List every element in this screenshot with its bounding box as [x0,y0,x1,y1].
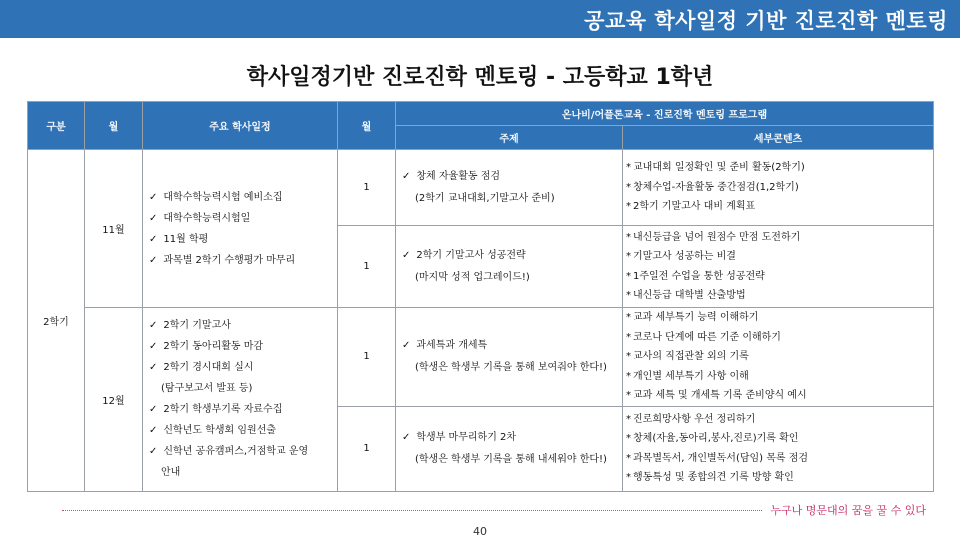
detail-item [626,386,933,406]
event-item [149,441,337,462]
check-icon: ✓ [149,254,158,266]
schedule-table [27,101,934,492]
check-icon: ✓ [149,446,158,458]
detail-item [626,308,933,328]
theme-subtitle: (마지막 성적 업그레이드!) [415,271,530,283]
session-number: 1 [338,406,396,491]
detail-item [626,468,933,488]
detail-item [626,267,933,287]
header-events: 주요 학사일정 [143,102,338,150]
detail-list [623,228,933,306]
asterisk-icon: * [626,351,631,362]
asterisk-icon: * [626,290,631,301]
event-text: 과목별 2학기 수행평가 마무리 [163,254,296,266]
table-row [28,308,934,407]
asterisk-icon: * [626,231,631,243]
event-list [143,187,337,271]
event-text: 2학기 동아리활동 마감 [163,341,264,353]
detail-text: 창체수업-자율활동 중간점검(1,2학기) [633,181,799,193]
theme-cell [396,226,623,308]
month-cell: 11월 [85,150,143,308]
theme-cell [396,308,623,407]
event-item [149,462,337,483]
detail-text: 1주일전 수업을 통한 성공전략 [633,270,765,282]
event-item [149,315,337,336]
detail-item [626,429,933,449]
event-text: 신학년 공유캠퍼스,거점학교 운영 [163,446,309,458]
event-text: 안내 [161,467,181,479]
session-number: 1 [338,150,396,226]
header-month: 월 [85,102,143,150]
details-cell [623,150,934,226]
header-title: 공교육 학사일정 기반 진로진학 멘토링 [584,9,948,33]
theme-title [396,335,622,357]
detail-text: 교과 세부특기 능력 이해하기 [633,312,759,323]
event-text: 신학년도 학생회 임원선출 [163,425,277,437]
event-list [143,315,337,483]
detail-item [626,410,933,430]
event-text: 2학기 기말고사 [163,320,231,332]
event-text: 2학기 학생부기록 자료수집 [163,404,283,416]
detail-text: 내신등급을 넘어 원점수 만점 도전하기 [633,231,801,243]
event-item [149,420,337,441]
header-theme: 주제 [396,126,623,150]
detail-item [626,197,933,217]
detail-list [623,410,933,488]
theme-subtitle: (학생은 학생부 기록을 통해 보여줘야 한다!) [415,361,607,373]
table-row [28,150,934,226]
theme-title [396,166,622,188]
asterisk-icon: * [626,201,631,213]
event-item [149,187,337,208]
theme-text: 학생부 마무리하기 2차 [416,431,517,443]
detail-text: 교내대회 일정확인 및 준비 활동(2학기) [633,162,805,174]
check-icon: ✓ [149,362,158,374]
theme-subtitle: (학생은 학생부 기록을 통해 내세워야 한다!) [415,453,607,465]
detail-text: 내신등급 대학별 산출방법 [633,290,746,301]
event-text: 대학수학능력시험일 [163,212,251,224]
footer-divider [62,510,762,511]
check-icon: ✓ [149,320,158,332]
asterisk-icon: * [626,251,631,262]
asterisk-icon: * [626,390,631,401]
event-item [149,208,337,229]
detail-text: 창체(자율,동아리,봉사,진로)기록 확인 [633,433,799,444]
detail-item [626,367,933,387]
theme-cell [396,406,623,491]
event-text: 대학수학능력시험 예비소집 [163,191,283,203]
theme-cell [396,150,623,226]
event-item [149,250,337,271]
page-title: 학사일정기반 진로진학 멘토링 - 고등학교 1학년 [246,65,714,90]
detail-text: 과목별독서, 개인별독서(담임) 목록 점검 [633,452,809,464]
check-icon: ✓ [402,170,411,182]
theme-text: 과세특과 개세특 [416,339,488,351]
detail-text: 교사의 직접관찰 외의 기록 [633,351,749,362]
check-icon: ✓ [402,339,411,351]
theme-title [396,427,622,449]
detail-item [626,247,933,267]
event-text: 11월 학평 [163,233,209,245]
events-cell [143,150,338,308]
term-cell: 2학기 [28,150,85,492]
detail-list [623,308,933,406]
check-icon: ✓ [149,404,158,416]
check-icon: ✓ [149,191,158,203]
detail-text: 개인별 세부특기 사항 이해 [633,370,749,382]
detail-text: 2학기 기말고사 대비 계획표 [633,201,756,213]
details-cell [623,406,934,491]
events-cell [143,308,338,492]
header-term: 구분 [28,102,85,150]
header-details: 세부콘텐츠 [623,126,934,150]
asterisk-icon: * [626,433,631,444]
header-week: 월 [338,102,396,150]
detail-item [626,449,933,469]
asterisk-icon: * [626,370,631,382]
asterisk-icon: * [626,331,631,343]
check-icon: ✓ [149,212,158,224]
detail-text: 교과 세특 및 개세특 기록 준비양식 예시 [633,390,807,401]
footer-slogan: 누구나 명문대의 꿈을 꿀 수 있다 [770,504,926,517]
theme-subtitle: (2학기 교내대회,기말고사 준비) [415,192,555,204]
event-item [149,357,337,378]
check-icon: ✓ [402,431,411,443]
detail-text: 행동특성 및 종합의견 기록 방향 확인 [633,472,794,483]
detail-item [626,228,933,248]
asterisk-icon: * [626,162,631,174]
check-icon: ✓ [149,425,158,437]
theme-text: 2학기 기말고사 성공전략 [416,249,526,261]
detail-item [626,158,933,178]
asterisk-icon: * [626,472,631,483]
detail-item [626,178,933,198]
detail-item [626,347,933,367]
detail-item [626,328,933,348]
event-item [149,336,337,357]
event-item [149,399,337,420]
detail-item [626,286,933,306]
details-cell [623,308,934,407]
theme-title [396,245,622,267]
header-program: 온나비/어플론교육 - 진로진학 멘토링 프로그램 [396,102,934,126]
asterisk-icon: * [626,413,631,425]
detail-text: 기말고사 성공하는 비결 [633,251,736,262]
session-number: 1 [338,308,396,407]
check-icon: ✓ [149,233,158,245]
detail-text: 진로희망사항 우선 정리하기 [633,413,756,425]
month-cell: 12월 [85,308,143,492]
check-icon: ✓ [149,341,158,353]
detail-text: 코로나 단계에 따른 기준 이해하기 [633,331,781,343]
header-bar [0,0,960,38]
detail-list [623,158,933,217]
asterisk-icon: * [626,452,631,464]
theme-text: 창체 자율활동 점검 [416,170,501,182]
check-icon: ✓ [402,249,411,261]
event-item [149,229,337,250]
details-cell [623,226,934,308]
session-number: 1 [338,226,396,308]
event-text: 2학기 경시대회 실시 [163,362,254,374]
page-number: 40 [473,525,487,538]
asterisk-icon: * [626,312,631,323]
event-item [149,378,337,399]
asterisk-icon: * [626,270,631,282]
event-text: (탐구보고서 발표 등) [161,383,253,395]
asterisk-icon: * [626,181,631,193]
